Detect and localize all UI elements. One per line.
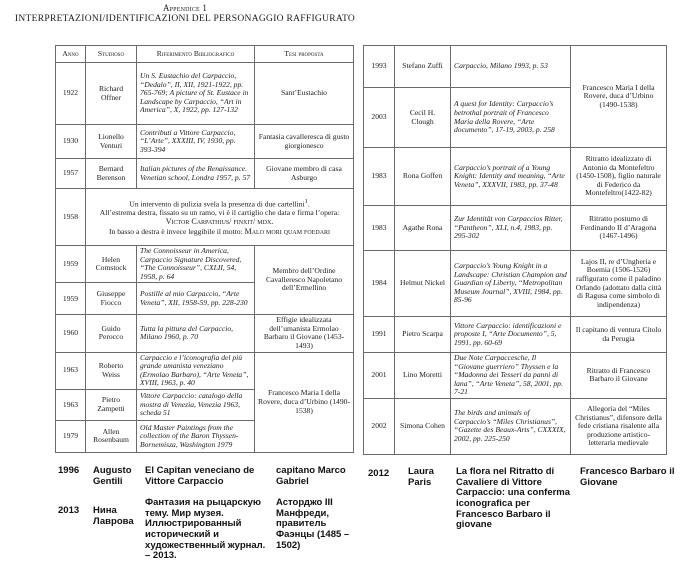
table-row	[364, 317, 667, 353]
reference-cell	[451, 88, 571, 148]
added-year: 2013	[58, 505, 80, 516]
reference-cell	[451, 317, 571, 353]
reference-text: Carpaccio, Milano 1993, p. 53	[454, 61, 548, 71]
year-cell: 1958	[56, 189, 86, 246]
note-row	[56, 189, 354, 246]
added-scholar: Нина Лаврова	[93, 505, 134, 527]
reference-cell	[451, 206, 571, 251]
scholar-cell: Simona Cohen	[395, 398, 451, 454]
year-cell: 1963	[56, 352, 86, 389]
thesis-cell: Allegoria del “Miles Christianus”, difensore della fede cristiana risalente alla produzione artistico-letteraria medievale	[571, 398, 667, 454]
reference-cell	[137, 63, 255, 125]
table-row	[364, 353, 667, 399]
scholar-cell: Helen Comstock	[86, 246, 137, 283]
table-row	[56, 159, 354, 189]
thesis-cell: Fantasia cavalleresca di gusto giorgionesco	[255, 125, 354, 159]
scholar-cell: Cecil H. Clough	[395, 88, 451, 148]
year-cell: 1930	[56, 125, 86, 159]
reference-cell	[137, 315, 255, 352]
year-cell: 1960	[56, 315, 86, 352]
year-cell: 1993	[364, 46, 395, 88]
reference-cell	[451, 251, 571, 317]
reference-text: The birds and animals of Carpaccio’s “Miles Christianus”, “Gazette des Beaux-Arts”, CXXXIX, 2002, pp. 225-250	[454, 408, 566, 443]
table-row	[56, 352, 354, 389]
thesis-cell: Effigie idealizzata dell’umanista Ermolao Barbaro il Giovane (1453-1493)	[255, 315, 354, 352]
reference-text: Old Master Paintings from the collection of the Baron Thyssen-Bornemisza, Washington 1979	[140, 422, 239, 449]
year-cell: 2003	[364, 88, 395, 148]
note-line-1: Un intervento di pulizia svela la presenza di due cartellini	[129, 199, 305, 209]
table-row	[56, 125, 354, 159]
scholar-cell: Richard Offner	[86, 63, 137, 125]
scholar-cell: Allen Rosenbaum	[86, 420, 137, 452]
reference-text: Vittore Carpaccio: catalogo della mostra di Venezia, Venezia 1963, scheda 51	[140, 391, 243, 418]
reference-text: Postille al mio Carpaccio, “Arte Veneta”, XII, 1958-59, pp. 228-230	[140, 289, 248, 307]
reference-text: Contributi a Vittore Carpaccio, “L’Arte”, XXXIII, IV, 1930, pp. 393-394	[140, 127, 236, 154]
scholar-cell: Agathe Rona	[395, 206, 451, 251]
year-cell: 1979	[56, 420, 86, 452]
col-anno: Anno	[56, 46, 86, 63]
scholar-cell: Lionello Venturi	[86, 125, 137, 159]
reference-text: Carpaccio’s Young Knight in a Landscape: Christian Champion and Guardian of Liberty, “Metropolitan Museum Journal”, XVIII, 1984, pp. 85-96	[454, 261, 567, 305]
reference-text: Vittore Carpaccio: identificazioni e proposte I, “Arte Documento”, 5, 1991, pp. 60-69	[454, 320, 562, 347]
reference-cell	[137, 283, 255, 315]
added-year: 2012	[368, 468, 390, 479]
scholar-cell: Pietro Zampetti	[86, 389, 137, 420]
reference-text: Zur Identität von Carpaccios Ritter, “Pantheon”, XLI, n.4, 1983, pp. 295-302	[454, 214, 563, 241]
added-reference: Фантазия на рыцарскую тему. Мир музея. Иллюстрированный исторический и художественный журнал. – 2013.	[145, 497, 266, 562]
scholar-cell: Guido Perocco	[86, 315, 137, 352]
reference-cell	[137, 246, 255, 283]
reference-cell	[137, 159, 255, 189]
header-row	[56, 46, 354, 63]
reference-text: Un S. Eustachio del Carpaccio, “Dedalo”, II, XII, 1921-1922, pp. 765-769; A picture of St. Eustace in Landscape by Carpaccio, “Art in America”, X, 1922, pp. 127-132	[140, 71, 249, 115]
table-row	[364, 251, 667, 317]
table-row	[364, 46, 667, 88]
year-cell: 1959	[56, 283, 86, 315]
col-riferimento: Riferimento Bibliografico	[137, 46, 255, 63]
thesis-cell: Il capitano di ventura Citolo da Perugia	[571, 317, 667, 353]
reference-cell	[451, 46, 571, 88]
scholar-cell: Stefano Zuffi	[395, 46, 451, 88]
added-reference: La flora nel Ritratto di Cavaliere di Vittore Carpaccio: una conferma iconografica per Francesco Barbaro il giovane	[456, 466, 571, 531]
col-tesi: Tesi proposta	[255, 46, 354, 63]
year-cell: 1983	[364, 206, 395, 251]
right-table	[363, 45, 667, 455]
scholar-cell: Lino Moretti	[395, 353, 451, 399]
added-scholar: Augusto Gentili	[93, 465, 132, 487]
added-thesis: Асторджо III Манфреди, правитель Фаэнцы (1485 – 1502)	[276, 497, 350, 551]
scholar-cell: Pietro Scarpa	[395, 317, 451, 353]
reference-cell	[451, 398, 571, 454]
signature-text: Victor Carpathius/ finxit/ mdx.	[165, 217, 274, 227]
motto-text: Malo mori quam foedari	[244, 226, 331, 236]
thesis-cell: Sant’Eustachio	[255, 63, 354, 125]
reference-text: Italian pictures of the Renaissance. Venetian school, Londra 1957, p. 57	[140, 163, 251, 182]
thesis-cell: Giovane membro di casa Asburgo	[255, 159, 354, 189]
year-cell: 1957	[56, 159, 86, 189]
year-cell: 1983	[364, 148, 395, 206]
reference-text: Carpaccio’s portrait of a Young Knight: Identity and meaning, “Arte Veneta”, XXXVII, 1983, pp. 37-48	[454, 162, 565, 189]
added-thesis: Francesco Barbaro il Giovane	[580, 466, 675, 488]
reference-cell	[137, 125, 255, 159]
added-scholar: Laura Paris	[408, 466, 434, 488]
note-cell: Un intervento di pulizia svela la presenza di due cartellini$^1$. All’estrema destra, fissato su un ramo, vi è il cartiglio che data e firma l’opera: Victor Carpathius/ finxit/ mdx. In basso a destra è invece leggibile il motto: Malo mori quam foedari	[86, 189, 354, 246]
table-row	[364, 148, 667, 206]
added-reference: El Capitan veneciano de Vittore Carpaccio	[145, 465, 255, 487]
year-cell: 1984	[364, 251, 395, 317]
added-thesis: capitano Marco Gabriel	[276, 465, 346, 487]
table-row	[364, 398, 667, 454]
scholar-cell: Helmut Nickel	[395, 251, 451, 317]
thesis-cell: Lajos II, re d’Ungheria e Boemia (1506-1526) raffigurato come il paladino Orlando (adottato dalla città di Ragusa come simbolo di indipendenza)	[571, 251, 667, 317]
added-year: 1996	[58, 465, 80, 476]
page-title: INTERPRETAZIONI/IDENTIFICAZIONI DEL PERSONAGGIO RAFFIGURATO	[14, 14, 356, 24]
table-row	[56, 63, 354, 125]
reference-cell	[451, 148, 571, 206]
thesis-cell: Membro dell’Ordine Cavalleresco Napoletano dell’Ermellino	[255, 246, 354, 315]
reference-text: Tutta la pittura del Carpaccio, Milano 1960, p. 70	[140, 323, 234, 342]
footnote-marker: 1	[304, 197, 308, 205]
scholar-cell: Rona Goffen	[395, 148, 451, 206]
reference-cell	[451, 353, 571, 399]
year-cell: 1922	[56, 63, 86, 125]
reference-cell	[137, 352, 255, 389]
table-row	[364, 206, 667, 251]
year-cell: 2001	[364, 353, 395, 399]
left-table	[55, 45, 354, 453]
reference-text: Due Note Carpaccesche, Il “Giovane guerriero” Thyssen e la “Madonna dei Tesseri da panni di lana”, “Arte Veneta”, 58, 2001, pp. 7-21	[454, 353, 563, 397]
scholar-cell: Roberto Weiss	[86, 352, 137, 389]
thesis-cell: Ritratto di Francesco Barbaro il Giovane	[571, 353, 667, 399]
year-cell: 1959	[56, 246, 86, 283]
appendix-label: Appendice 1	[162, 3, 208, 13]
note-line-2: All’estrema destra, fissato su un ramo, vi è il cartiglio che data e firma l’opera:	[99, 207, 340, 217]
scholar-cell: Giuseppe Fiocco	[86, 283, 137, 315]
reference-text: A quest for Identity: Carpaccio’s betrothal portrait of Francesco Maria della Rovere, “Arte documento”, 17-19, 2003, p. 258	[454, 99, 555, 135]
table-row	[56, 246, 354, 283]
reference-text: The Connoisseur in America, Carpaccio Signature Discovered, “The Connoisseur”, CXLII, 54, 1958, p. 64	[140, 246, 242, 281]
reference-cell	[137, 420, 255, 452]
scholar-cell: Bernard Berenson	[86, 159, 137, 189]
year-cell: 1991	[364, 317, 395, 353]
year-cell: 2002	[364, 398, 395, 454]
thesis-cell: Francesco Maria I della Rovere, duca d’Urbino (1490-1538)	[571, 46, 667, 148]
table-row	[56, 315, 354, 352]
year-cell: 1963	[56, 389, 86, 420]
note-line-3: In basso a destra è invece leggibile il motto:	[108, 226, 243, 236]
thesis-cell: Francesco Maria I della Rovere, duca d’Urbino (1490-1538)	[255, 352, 354, 452]
thesis-cell: Ritratto postumo di Ferdinando II d’Aragona (1467-1496)	[571, 206, 667, 251]
col-studioso: Studioso	[86, 46, 137, 63]
reference-text: Carpaccio e l’iconografia del più grande umanista veneziano (Ermolao Barbaro), “Arte Veneta”, XVIII, 1963, p. 40	[140, 352, 249, 388]
reference-cell	[137, 389, 255, 420]
thesis-cell: Ritratto idealizzato di Antonio da Montefeltro (1450-1508), figlio naturale di Federico da Montefeltro(1422-82)	[571, 148, 667, 206]
